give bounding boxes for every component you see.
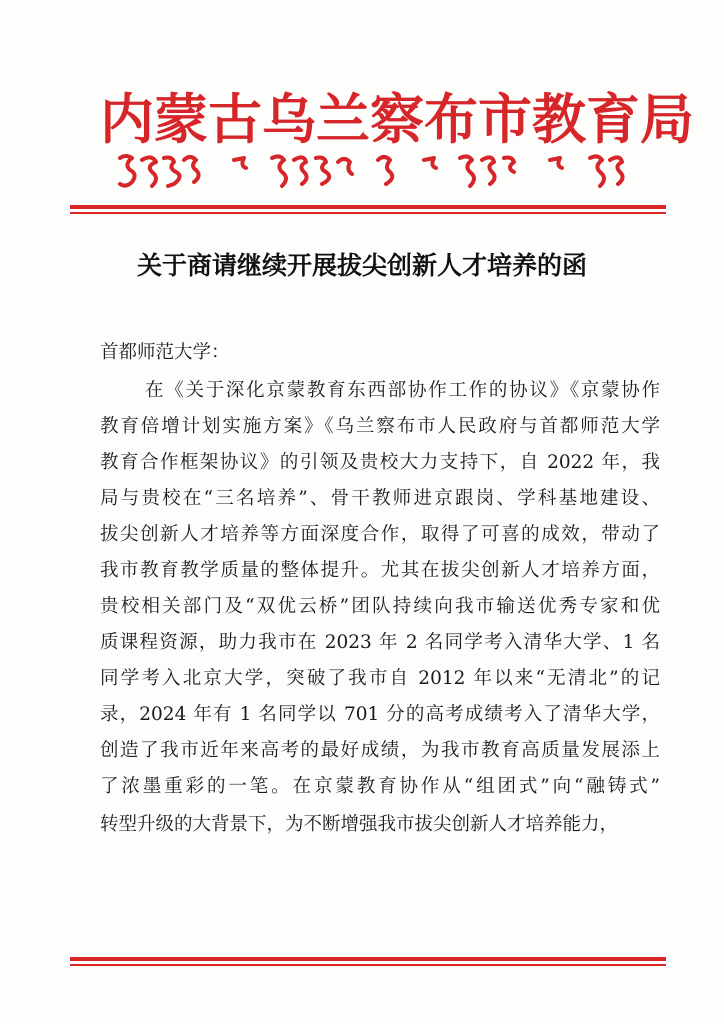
body-line: 局与贵校在“三名培养”、骨干教师进京跟岗、学科基地建设、	[100, 488, 660, 509]
body-line: 教育倍增计划实施方案》《乌兰察布市人民政府与首都师范大学	[100, 416, 660, 437]
letterhead-org-name: 内蒙古乌兰察布市教育局	[100, 87, 694, 151]
body-line: 教育合作框架协议》的引领及贵校大力支持下，自 2022 年，我	[100, 452, 660, 473]
body-line: 转型升级的大背景下，为不断增强我市拔尖创新人才培养能力，	[100, 814, 619, 835]
body-line: 贵校相关部门及“双优云桥”团队持续向我市输送优秀专家和优	[100, 596, 660, 617]
footer-rule-thick	[70, 957, 666, 961]
body-line: 创造了我市近年来高考的最好成绩，为我市教育高质量发展添上	[100, 740, 660, 761]
header-rule-thin	[70, 212, 666, 214]
mongolian-script-icon	[112, 152, 632, 192]
document-title: 关于商请继续开展拔尖创新人才培养的函	[136, 251, 587, 280]
body-line: 我市教育教学质量的整体提升。尤其在拔尖创新人才培养方面，	[100, 560, 660, 581]
body-line: 录，2024 年有 1 名同学以 701 分的高考成绩考入了清华大学，	[100, 704, 660, 725]
footer-rule-thin	[70, 964, 666, 966]
body-line: 在《关于深化京蒙教育东西部协作工作的协议》《京蒙协作	[145, 380, 660, 401]
header-rule-thick	[70, 205, 666, 209]
body-line: 同学考入北京大学，突破了我市自 2012 年以来“无清北”的记	[100, 668, 660, 689]
body-line: 了浓墨重彩的一笔。在京蒙教育协作从“组团式”向“融铸式”	[100, 776, 660, 797]
body-line: 质课程资源，助力我市在 2023 年 2 名同学考入清华大学、1 名	[100, 632, 660, 653]
salutation: 首都师范大学：	[100, 342, 230, 363]
body-line: 拔尖创新人才培养等方面深度合作，取得了可喜的成效，带动了	[100, 524, 660, 545]
